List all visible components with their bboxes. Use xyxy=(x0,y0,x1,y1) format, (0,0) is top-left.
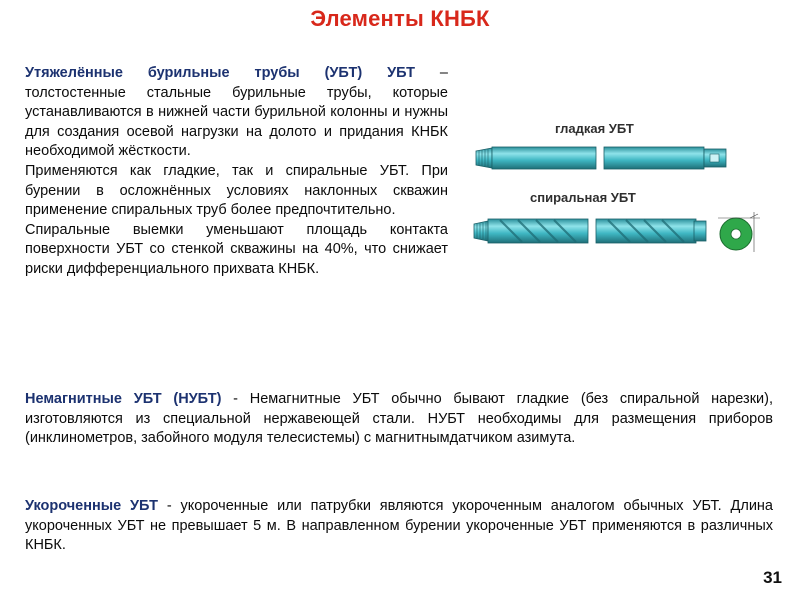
page-title: Элементы КНБК xyxy=(310,6,490,31)
ubt-term: Утяжелённые бурильные трубы (УБТ) УБТ xyxy=(25,65,416,81)
spiral-cross-section-image xyxy=(716,212,764,256)
smooth-drill-collar-image xyxy=(470,140,732,176)
nubt-term: Немагнитные УБТ (НУБТ) xyxy=(25,391,222,407)
spiral-drill-collar-image xyxy=(470,208,710,252)
nubt-definition: - Немагнитные УБТ обычно бывают гладкие (без спиральной нарезки), изготовляются из специальной нержавеющей стали. НУБТ необходимы для размещения приборов (инклинометров, забойного модуля телесистемы) с магнитнымдатчиком азимута. xyxy=(25,391,773,447)
short-ubt-term: Укороченные УБТ xyxy=(25,498,158,514)
spiral-ubt-caption: спиральная УБТ xyxy=(530,190,636,205)
page-number: 31 xyxy=(763,568,782,587)
short-ubt-description xyxy=(25,497,773,556)
smooth-ubt-caption: гладкая УБТ xyxy=(555,121,634,136)
ubt-paragraph-spiral: Спиральные выемки уменьшают площадь контакта поверхности УБТ со стенкой скважины на 40%, что снижает риски дифференциального прихвата КНБК. xyxy=(25,221,448,277)
ubt-description xyxy=(25,64,448,280)
ubt-paragraph-types: Применяются как гладкие, так и спиральные УБТ. При бурении в осложнённых условиях наклонных скважин применение спиральных труб более предпочтительно. xyxy=(25,162,448,219)
short-ubt-definition: - укороченные или патрубки являются укороченным аналогом обычных УБТ. Длина укороченных УБТ не превышает 5 м. В направленном бурении укороченные УБТ применяются в различных КНБК. xyxy=(25,498,773,554)
ubt-definition: – толстостенные стальные бурильные трубы, которые устанавливаются в нижней части бурильной колонны и нужны для создания осевой нагрузки на долото и придания КНБК необходимой жёсткости. xyxy=(25,65,448,160)
nubt-description xyxy=(25,390,773,449)
